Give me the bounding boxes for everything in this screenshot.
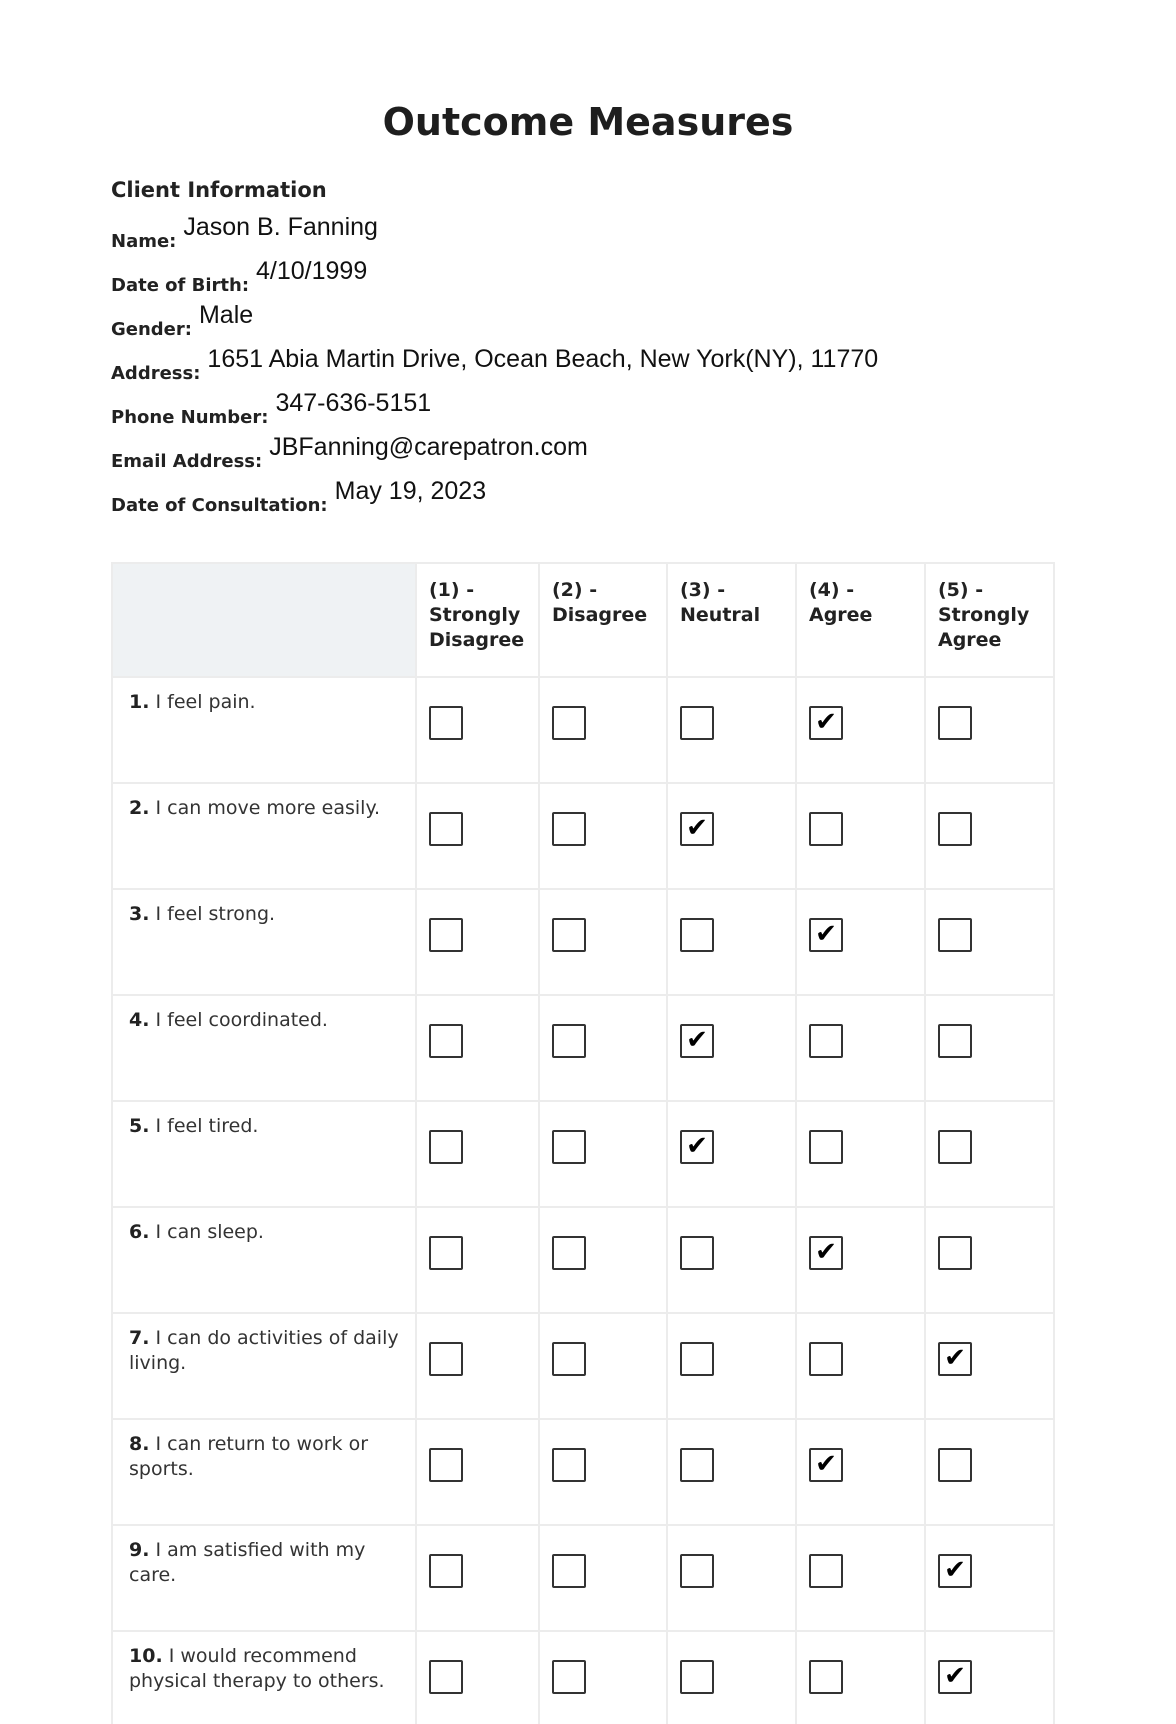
rating-checkbox-3[interactable] [680, 706, 714, 740]
rating-cell [925, 889, 1054, 995]
statement-text: I can move more easily. [155, 797, 381, 819]
field-value[interactable]: 4/10/1999 [256, 257, 368, 285]
field-value[interactable]: JBFanning@carepatron.com [269, 433, 588, 461]
rating-cell [539, 1313, 667, 1419]
column-header-line: Disagree [552, 604, 648, 626]
statement-cell [112, 1313, 416, 1419]
rating-checkbox-3[interactable] [680, 1554, 714, 1588]
statement-number: 10. [129, 1645, 163, 1667]
statement-number: 3. [129, 903, 150, 925]
column-header-line: Disagree [429, 629, 525, 651]
rating-cell [667, 1313, 796, 1419]
rating-checkbox-5[interactable]: ✔ [938, 1342, 972, 1376]
rating-checkbox-4[interactable]: ✔ [809, 1236, 843, 1270]
rating-cell [539, 783, 667, 889]
rating-checkbox-2[interactable] [552, 1660, 586, 1694]
client-field [111, 298, 878, 342]
rating-checkbox-2[interactable] [552, 1342, 586, 1376]
column-header-line: Agree [938, 629, 1002, 651]
statement-cell [112, 1101, 416, 1207]
rating-cell [416, 677, 539, 783]
statement-text: I feel pain. [155, 691, 256, 713]
rating-cell [667, 889, 796, 995]
rating-cell [925, 1313, 1054, 1419]
rating-checkbox-4[interactable]: ✔ [809, 1448, 843, 1482]
rating-cell [667, 995, 796, 1101]
rating-cell [925, 1419, 1054, 1525]
rating-cell [539, 677, 667, 783]
statement-cell [112, 889, 416, 995]
rating-cell [416, 1419, 539, 1525]
table-row [112, 1101, 1054, 1207]
rating-cell [416, 783, 539, 889]
field-label: Email Address: [111, 451, 263, 472]
rating-checkbox-5[interactable] [938, 706, 972, 740]
rating-checkbox-5[interactable] [938, 918, 972, 952]
rating-checkbox-5[interactable] [938, 1236, 972, 1270]
column-header [667, 563, 796, 677]
statement-cell [112, 1631, 416, 1724]
table-row [112, 1525, 1054, 1631]
column-header [539, 563, 667, 677]
rating-checkbox-1[interactable] [429, 1448, 463, 1482]
rating-cell [667, 1101, 796, 1207]
field-value[interactable]: May 19, 2023 [334, 477, 487, 505]
rating-checkbox-3[interactable] [680, 1236, 714, 1270]
rating-checkbox-2[interactable] [552, 918, 586, 952]
rating-cell [416, 1101, 539, 1207]
header-blank [112, 563, 416, 677]
rating-cell [539, 1525, 667, 1631]
column-header-line: Strongly [938, 604, 1030, 626]
rating-checkbox-3[interactable] [680, 1448, 714, 1482]
rating-checkbox-1[interactable] [429, 1236, 463, 1270]
rating-checkbox-2[interactable] [552, 1236, 586, 1270]
client-info-heading: Client Information [111, 178, 327, 202]
rating-cell [539, 1419, 667, 1525]
rating-checkbox-3[interactable] [680, 918, 714, 952]
statement-text: I am satisfied with my care. [129, 1539, 366, 1586]
rating-cell [667, 677, 796, 783]
rating-cell [416, 889, 539, 995]
rating-checkbox-5[interactable] [938, 1130, 972, 1164]
client-field [111, 430, 878, 474]
rating-cell [416, 995, 539, 1101]
rating-checkbox-5[interactable]: ✔ [938, 1660, 972, 1694]
rating-checkbox-1[interactable] [429, 706, 463, 740]
rating-checkbox-5[interactable] [938, 812, 972, 846]
column-header [925, 563, 1054, 677]
rating-checkbox-3[interactable]: ✔ [680, 1130, 714, 1164]
statement-number: 8. [129, 1433, 150, 1455]
statement-text: I feel coordinated. [155, 1009, 328, 1031]
rating-checkbox-4[interactable] [809, 812, 843, 846]
rating-cell [539, 1101, 667, 1207]
client-information [111, 178, 878, 518]
rating-checkbox-4[interactable]: ✔ [809, 706, 843, 740]
rating-checkbox-4[interactable] [809, 1342, 843, 1376]
statement-cell [112, 1419, 416, 1525]
column-header [796, 563, 925, 677]
rating-cell [796, 677, 925, 783]
statement-cell [112, 1207, 416, 1313]
rating-checkbox-2[interactable] [552, 706, 586, 740]
statement-number: 5. [129, 1115, 150, 1137]
statement-number: 1. [129, 691, 150, 713]
statement-text: I feel strong. [155, 903, 276, 925]
rating-checkbox-5[interactable] [938, 1024, 972, 1058]
rating-checkbox-2[interactable] [552, 1130, 586, 1164]
statement-number: 2. [129, 797, 150, 819]
statement-text: I can sleep. [155, 1221, 264, 1243]
rating-checkbox-1[interactable] [429, 812, 463, 846]
rating-cell [416, 1631, 539, 1724]
rating-cell [796, 1313, 925, 1419]
statement-number: 7. [129, 1327, 150, 1349]
rating-cell [416, 1313, 539, 1419]
column-header-line: (2) - [552, 579, 598, 601]
rating-checkbox-2[interactable] [552, 812, 586, 846]
rating-checkbox-3[interactable]: ✔ [680, 812, 714, 846]
statement-number: 4. [129, 1009, 150, 1031]
page-title: Outcome Measures [382, 100, 794, 144]
rating-cell [925, 995, 1054, 1101]
table-row [112, 1313, 1054, 1419]
statement-number: 6. [129, 1221, 150, 1243]
column-header-line: (1) - [429, 579, 475, 601]
rating-cell [667, 1419, 796, 1525]
rating-cell [416, 1207, 539, 1313]
rating-cell [539, 995, 667, 1101]
table-row [112, 995, 1054, 1101]
field-value[interactable]: 347-636-5151 [275, 389, 432, 417]
rating-checkbox-2[interactable] [552, 1024, 586, 1058]
rating-checkbox-4[interactable] [809, 1024, 843, 1058]
rating-cell [925, 677, 1054, 783]
rating-cell [925, 1525, 1054, 1631]
rating-cell [796, 783, 925, 889]
rating-cell [539, 1207, 667, 1313]
field-value[interactable]: 1651 Abia Martin Drive, Ocean Beach, New York(NY), 11770 [207, 345, 879, 373]
column-header [416, 563, 539, 677]
rating-checkbox-1[interactable] [429, 1024, 463, 1058]
rating-cell [539, 889, 667, 995]
rating-checkbox-1[interactable] [429, 918, 463, 952]
rating-checkbox-5[interactable] [938, 1448, 972, 1482]
rating-checkbox-2[interactable] [552, 1554, 586, 1588]
client-field [111, 210, 878, 254]
column-header-line: Strongly [429, 604, 521, 626]
field-label: Address: [111, 363, 201, 384]
rating-cell [925, 1207, 1054, 1313]
table-row [112, 1419, 1054, 1525]
table-row [112, 1631, 1054, 1724]
rating-checkbox-4[interactable] [809, 1660, 843, 1694]
field-label: Phone Number: [111, 407, 269, 428]
rating-cell [667, 1631, 796, 1724]
statement-text: I would recommend physical therapy to others. [129, 1645, 385, 1692]
column-header-line: Neutral [680, 604, 761, 626]
rating-cell [416, 1525, 539, 1631]
statement-cell [112, 783, 416, 889]
rating-cell [667, 1207, 796, 1313]
field-label: Name: [111, 231, 177, 252]
field-label: Gender: [111, 319, 192, 340]
table-row [112, 677, 1054, 783]
rating-cell [796, 889, 925, 995]
rating-cell [796, 1525, 925, 1631]
rating-cell [539, 1631, 667, 1724]
rating-cell [796, 995, 925, 1101]
rating-checkbox-4[interactable]: ✔ [809, 918, 843, 952]
client-field [111, 254, 878, 298]
column-header-line: Agree [809, 604, 873, 626]
client-field [111, 342, 878, 386]
client-field [111, 474, 878, 518]
statement-cell [112, 677, 416, 783]
rating-cell [796, 1207, 925, 1313]
rating-cell [925, 1631, 1054, 1724]
column-header-line: (4) - [809, 579, 855, 601]
field-label: Date of Consultation: [111, 495, 328, 516]
rating-cell [925, 783, 1054, 889]
rating-cell [796, 1101, 925, 1207]
outcome-table [111, 562, 1055, 1724]
rating-cell [796, 1631, 925, 1724]
table-row [112, 1207, 1054, 1313]
field-value[interactable]: Jason B. Fanning [183, 213, 378, 241]
rating-checkbox-1[interactable] [429, 1660, 463, 1694]
rating-checkbox-1[interactable] [429, 1554, 463, 1588]
rating-checkbox-2[interactable] [552, 1448, 586, 1482]
column-header-line: (3) - [680, 579, 726, 601]
rating-cell [796, 1419, 925, 1525]
statement-cell [112, 995, 416, 1101]
rating-checkbox-1[interactable] [429, 1130, 463, 1164]
statement-text: I can do activities of daily living. [129, 1327, 399, 1374]
rating-cell [667, 1525, 796, 1631]
statement-text: I can return to work or sports. [129, 1433, 369, 1480]
client-field [111, 386, 878, 430]
rating-checkbox-3[interactable] [680, 1342, 714, 1376]
rating-checkbox-4[interactable] [809, 1554, 843, 1588]
rating-checkbox-4[interactable] [809, 1130, 843, 1164]
rating-checkbox-3[interactable] [680, 1660, 714, 1694]
table-row [112, 889, 1054, 995]
statement-number: 9. [129, 1539, 150, 1561]
rating-checkbox-5[interactable]: ✔ [938, 1554, 972, 1588]
rating-cell [667, 783, 796, 889]
statement-text: I feel tired. [155, 1115, 259, 1137]
rating-cell [925, 1101, 1054, 1207]
rating-checkbox-1[interactable] [429, 1342, 463, 1376]
column-header-line: (5) - [938, 579, 984, 601]
rating-checkbox-3[interactable]: ✔ [680, 1024, 714, 1058]
statement-cell [112, 1525, 416, 1631]
field-label: Date of Birth: [111, 275, 250, 296]
field-value[interactable]: Male [198, 301, 254, 329]
table-row [112, 783, 1054, 889]
